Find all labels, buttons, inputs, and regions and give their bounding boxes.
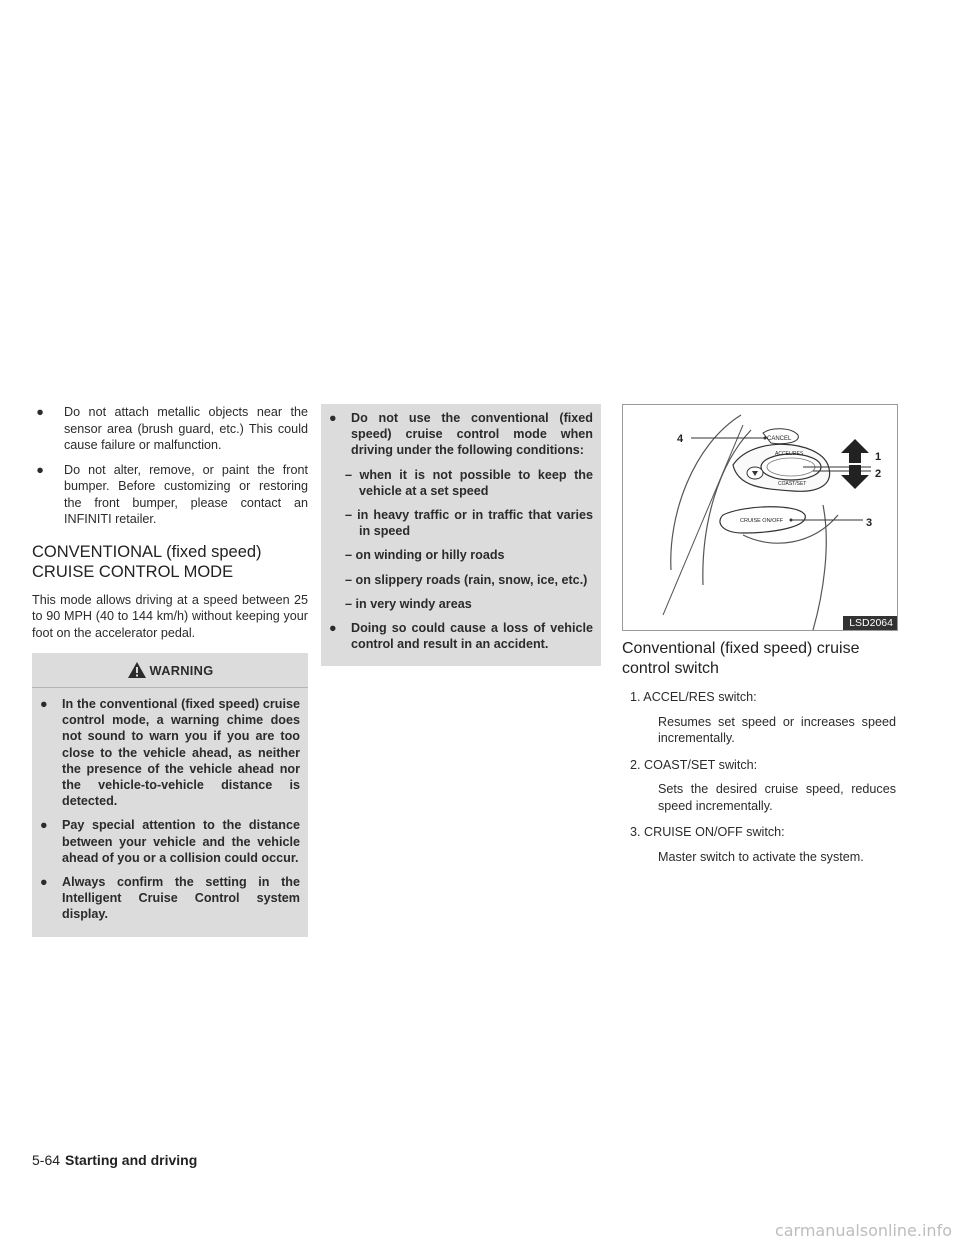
callout-2: 2 [875,468,882,480]
coast-label: COAST/SET [778,481,807,487]
cruise-label: CRUISE ON/OFF [740,518,784,524]
callout-3: 3 [866,517,873,529]
column-middle [321,404,601,666]
column-left [32,404,308,937]
warning-item: ● Always confirm the setting in the Intelligent Cruise Control system display. [40,875,300,922]
bullet-item: ● Do not attach metallic objects near the sensor area (brush guard, etc.) This could cause failure or malfunction. [32,404,308,454]
warning-item: ● Pay special attention to the distance between your vehicle and the vehicle ahead of you or a collision could occur. [40,818,300,865]
warning-item: ● In the conventional (fixed speed) cruise control mode, a warning chime does not sound to warn you if you are too close to the vehicle ahead, as neither the presence of the vehicle ahead nor the vehicle-to-vehicle distance is detected. [40,697,300,809]
bullet-icon: ● [40,697,48,711]
intro-paragraph: This mode allows driving at a speed between 25 to 90 MPH (40 to 144 km/h) without keeping your foot on the accelerator pedal. [32,592,308,640]
bullet-icon: ● [36,405,44,419]
warning-box-continued [321,404,601,666]
condition-item: – on winding or hilly roads [345,548,505,563]
callout-4: 4 [677,433,684,445]
figure-caption: Conventional (fixed speed) cruise control switch [622,640,860,677]
condition-item: – in heavy traffic or in traffic that varies in speed [345,508,593,539]
warning-triangle-icon [127,661,147,679]
warning-item: ● Do not use the conventional (fixed speed) cruise control mode when driving under the following conditions: [329,411,593,458]
warning-item: ● Doing so could cause a loss of vehicle control and result in an accident. [329,621,593,652]
warning-header: WARNING [32,653,308,688]
switch-item: 3. CRUISE ON/OFF switch: Master switch to activate the system. [630,825,864,864]
callout-1: 1 [875,451,882,463]
switch-item: 1. ACCEL/RES switch: Resumes set speed or increases speed incrementally. [630,690,896,745]
bullet-icon: ● [329,411,337,425]
accel-label: ACCEL/RES [775,451,804,457]
section-title: CONVENTIONAL (fixed speed) CRUISE CONTROL MODE [32,542,262,581]
arrow-down-icon [841,465,869,489]
bullet-icon: ● [329,621,337,636]
bullet-icon: ● [40,875,48,890]
cancel-label: CANCEL [767,436,792,442]
condition-item: – in very windy areas [345,596,472,611]
steering-switch-illustration [623,405,897,630]
watermark: carmanualsonline.info [774,1221,952,1240]
page-footer [32,1152,197,1168]
bullet-item: ● Do not alter, remove, or paint the front bumper. Before customizing or restoring the front bumper, please contact an INFINITI retailer. [32,462,308,528]
chapter-title: Starting and driving [65,1152,198,1168]
page-number: 5-64 [32,1152,61,1168]
bullet-icon: ● [36,462,44,477]
warning-box [32,653,308,937]
column-right [622,404,896,875]
condition-item: – when it is not possible to keep the vehicle at a set speed [345,467,593,498]
bullet-icon: ● [40,818,48,833]
condition-item: – on slippery roads (rain, snow, ice, etc.) [345,572,588,587]
figure-code: LSD2064 [843,616,897,630]
cruise-switch-figure [622,404,898,631]
switch-item: 2. COAST/SET switch: Sets the desired cruise speed, reduces speed incrementally. [630,757,896,813]
arrow-up-icon [841,439,869,463]
